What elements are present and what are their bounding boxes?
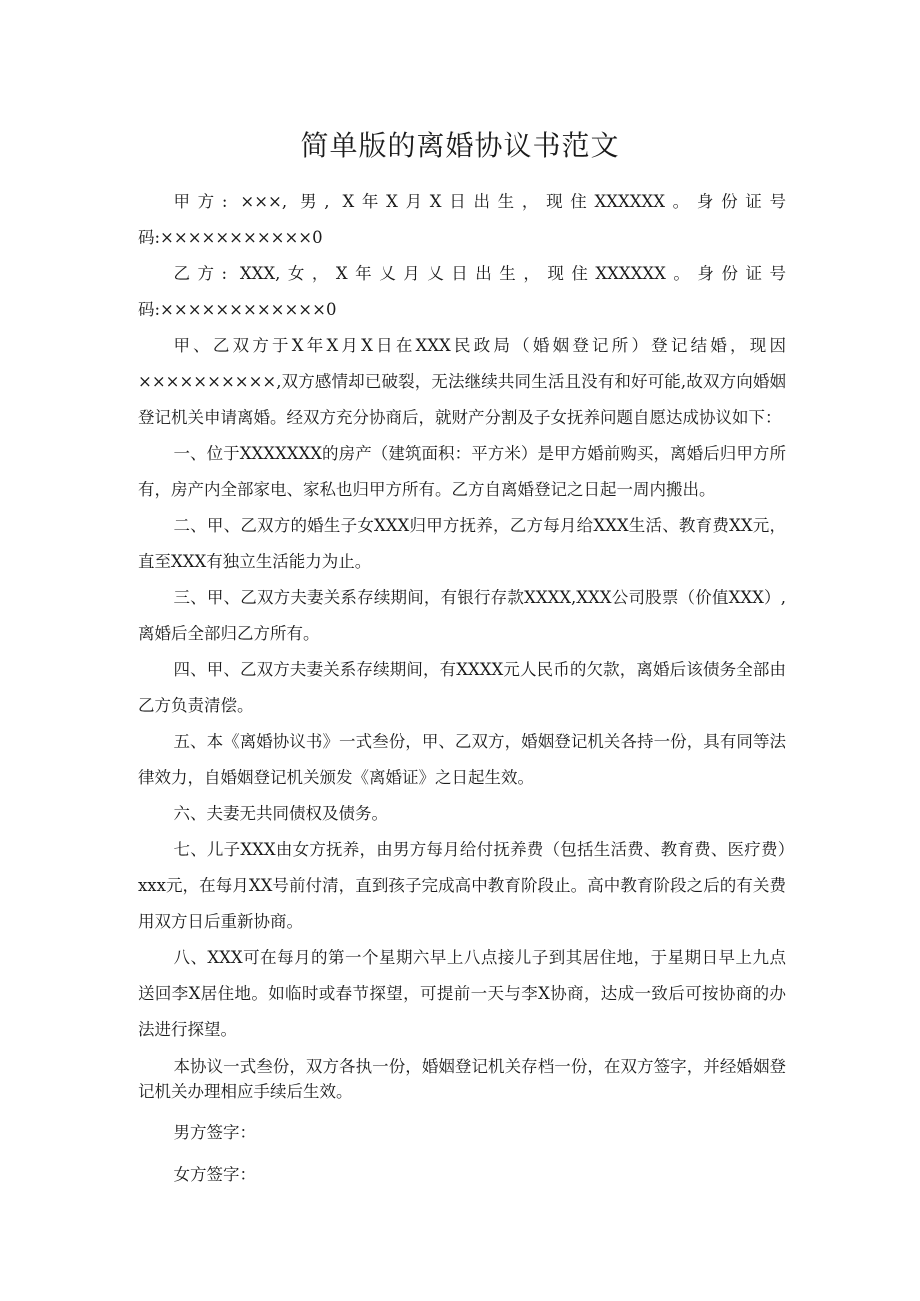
clause-4: 四、甲、乙双方夫妻关系存续期间，有XXXX元人民币的欠款，离婚后该债务全部由乙方负责清偿。 [138, 660, 786, 715]
clause-7: 七、儿子XXX由女方抚养，由男方每月给付抚养费（包括生活费、教育费、医疗费）xxx元，在每月XX号前付清，直到孩子完成高中教育阶段止。高中教育阶段之后的有关费用双方日后重新协商。 [138, 840, 786, 931]
clause-1: 一、位于XXXXXXX的房产（建筑面积：平方米）是甲方婚前购买，离婚后归甲方所有，房产内全部家电、家私也归甲方所有。乙方自离婚登记之日起一周内搬出。 [138, 444, 786, 499]
female-signature-label: 女方签字： [173, 1165, 256, 1184]
clause-5: 五、本《离婚协议书》一式叁份，甲、乙双方，婚姻登记机关各持一份，具有同等法律效力，自婚姻登记机关颁发《离婚证》之日起生效。 [138, 732, 786, 787]
party-a-info: 甲方: ×××, 男, X年X月X日出生，现住XXXXXX。身份证号码:×××××××××××0 [138, 192, 786, 247]
closing-paragraph: 本协议一式叁份，双方各执一份，婚姻登记机关存档一份，在双方签字，并经婚姻登记机关办理相应手续后生效。 [138, 1057, 786, 1101]
party-b-info: 乙方: XXX,女，X年乂月乂日出生，现住XXXXXX。身份证号码:××××××××××××0 [138, 264, 786, 319]
clause-6: 六、夫妻无共同债权及债务。 [173, 804, 388, 823]
clause-2: 二、甲、乙双方的婚生子女XXX归甲方抚养，乙方每月给XXX生活、教育费XX元，直至XXX有独立生活能力为止。 [138, 516, 786, 571]
clause-8: 八、XXX可在每月的第一个星期六早上八点接儿子到其居住地，于星期日早上九点送回李X居住地。如临时或春节探望，可提前一天与李X协商，达成一致后可按协商的办法进行探望。 [138, 948, 786, 1039]
document-title: 简单版的离婚协议书范文 [300, 129, 620, 162]
male-signature-label: 男方签字： [173, 1123, 256, 1142]
preamble-paragraph: 甲、乙双方于X年X月X日在XXX民政局（婚姻登记所）登记结婚，现因××××××××××,双方感情却已破裂，无法继续共同生活且没有和好可能,故双方向婚姻登记机关申请离婚。经双方充分协商后，就财产分割及子女抚养问题自愿达成协议如下： [138, 336, 786, 427]
document-body [138, 184, 786, 1194]
clause-3: 三、甲、乙双方夫妻关系存续期间，有银行存款XXXX,XXX公司股票（价值XXX）,离婚后全部归乙方所有。 [138, 588, 786, 643]
